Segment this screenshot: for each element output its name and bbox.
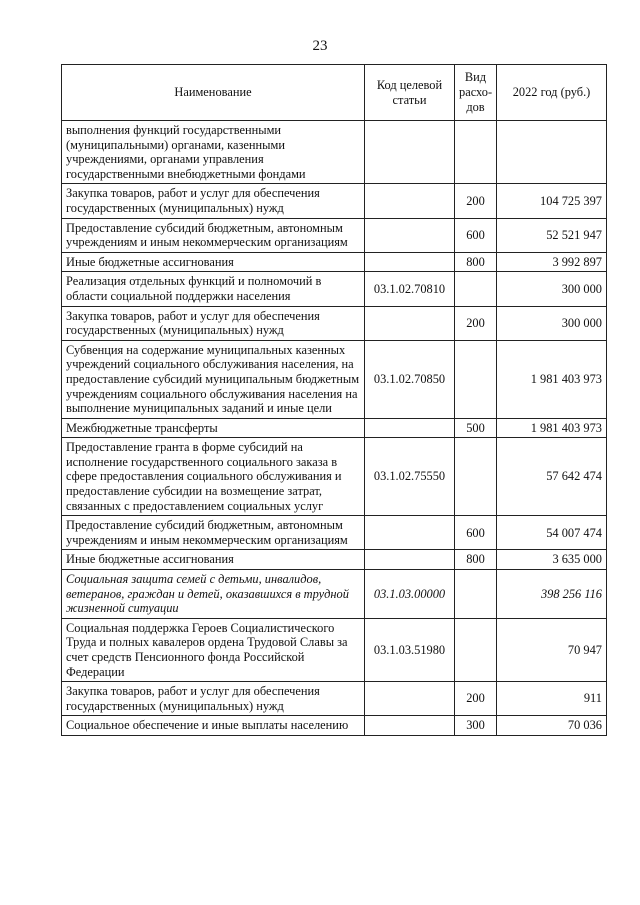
row-name: Социальная поддержка Героев Социалистического Труда и полных кавалеров ордена Трудовой Славы за счет средств Пенсионного фонда Российской Федерации xyxy=(62,618,365,681)
row-code xyxy=(365,252,455,272)
row-sum: 300 000 xyxy=(497,306,607,340)
table-header-row xyxy=(62,65,607,121)
row-sum: 1 981 403 973 xyxy=(497,340,607,418)
table-row xyxy=(62,340,607,418)
table-row xyxy=(62,418,607,438)
row-sum: 3 992 897 xyxy=(497,252,607,272)
row-type: 600 xyxy=(455,218,497,252)
table-row xyxy=(62,570,607,619)
header-name: Наименование xyxy=(62,65,365,121)
row-type xyxy=(455,121,497,184)
row-code: 03.1.02.70810 xyxy=(365,272,455,306)
row-name: Закупка товаров, работ и услуг для обеспечения государственных (муниципальных) нужд xyxy=(62,682,365,716)
row-type xyxy=(455,340,497,418)
row-name: Закупка товаров, работ и услуг для обеспечения государственных (муниципальных) нужд xyxy=(62,306,365,340)
row-code xyxy=(365,716,455,736)
row-name: Предоставление гранта в форме субсидий на исполнение государственного социального заказа в сфере предоставления социального обслуживания и предоставление субсидии на возмещение затрат, связанных с предоставлением социальных услуг xyxy=(62,438,365,516)
row-name: Предоставление субсидий бюджетным, автономным учреждениям и иным некоммерческим организациям xyxy=(62,218,365,252)
row-code xyxy=(365,218,455,252)
row-type: 600 xyxy=(455,516,497,550)
table-row xyxy=(62,121,607,184)
row-name: Предоставление субсидий бюджетным, автономным учреждениям и иным некоммерческим организациям xyxy=(62,516,365,550)
row-sum: 57 642 474 xyxy=(497,438,607,516)
row-code: 03.1.02.70850 xyxy=(365,340,455,418)
row-code xyxy=(365,184,455,218)
row-type xyxy=(455,272,497,306)
table-row xyxy=(62,438,607,516)
row-code: 03.1.02.75550 xyxy=(365,438,455,516)
row-type: 200 xyxy=(455,306,497,340)
table-row xyxy=(62,550,607,570)
table-row xyxy=(62,184,607,218)
row-sum: 52 521 947 xyxy=(497,218,607,252)
row-sum xyxy=(497,121,607,184)
row-name: Социальная защита семей с детьми, инвалидов, ветеранов, граждан и детей, оказавшихся в трудной жизненной ситуации xyxy=(62,570,365,619)
row-sum: 70 036 xyxy=(497,716,607,736)
row-code xyxy=(365,682,455,716)
row-sum: 3 635 000 xyxy=(497,550,607,570)
row-code xyxy=(365,418,455,438)
row-sum: 70 947 xyxy=(497,618,607,681)
row-code: 03.1.03.00000 xyxy=(365,570,455,619)
row-type: 200 xyxy=(455,682,497,716)
page-number: 23 xyxy=(312,38,328,54)
row-type xyxy=(455,618,497,681)
row-name: Реализация отдельных функций и полномочий в области социальной поддержки населения xyxy=(62,272,365,306)
row-code xyxy=(365,306,455,340)
row-code: 03.1.03.51980 xyxy=(365,618,455,681)
header-sum: 2022 год (руб.) xyxy=(497,65,607,121)
row-type: 300 xyxy=(455,716,497,736)
header-type: Вид расхо-дов xyxy=(455,65,497,121)
table-row xyxy=(62,218,607,252)
row-name: Иные бюджетные ассигнования xyxy=(62,252,365,272)
row-code xyxy=(365,550,455,570)
row-sum: 300 000 xyxy=(497,272,607,306)
table-row xyxy=(62,716,607,736)
table-row xyxy=(62,272,607,306)
header-code: Код целевой статьи xyxy=(365,65,455,121)
row-sum: 104 725 397 xyxy=(497,184,607,218)
budget-table xyxy=(61,64,607,736)
row-sum: 911 xyxy=(497,682,607,716)
row-name: Межбюджетные трансферты xyxy=(62,418,365,438)
row-type: 800 xyxy=(455,550,497,570)
row-sum: 54 007 474 xyxy=(497,516,607,550)
table-row xyxy=(62,306,607,340)
row-type xyxy=(455,438,497,516)
row-name: Социальное обеспечение и иные выплаты населению xyxy=(62,716,365,736)
table-row xyxy=(62,252,607,272)
row-name: Субвенция на содержание муниципальных казенных учреждений социального обслуживания населения, на предоставление субсидий муниципальным бюджетным учреждениям социального обслуживания населения на выполнение муниципальных заданий и иные цели xyxy=(62,340,365,418)
row-sum: 398 256 116 xyxy=(497,570,607,619)
row-type: 500 xyxy=(455,418,497,438)
row-name: Закупка товаров, работ и услуг для обеспечения государственных (муниципальных) нужд xyxy=(62,184,365,218)
row-name: выполнения функций государственными (муниципальными) органами, казенными учреждениями, органами управления государственными внебюджетными фондами xyxy=(62,121,365,184)
table-row xyxy=(62,682,607,716)
row-code xyxy=(365,121,455,184)
row-sum: 1 981 403 973 xyxy=(497,418,607,438)
row-type xyxy=(455,570,497,619)
row-name: Иные бюджетные ассигнования xyxy=(62,550,365,570)
row-type: 800 xyxy=(455,252,497,272)
row-type: 200 xyxy=(455,184,497,218)
table-row xyxy=(62,618,607,681)
table-row xyxy=(62,516,607,550)
row-code xyxy=(365,516,455,550)
